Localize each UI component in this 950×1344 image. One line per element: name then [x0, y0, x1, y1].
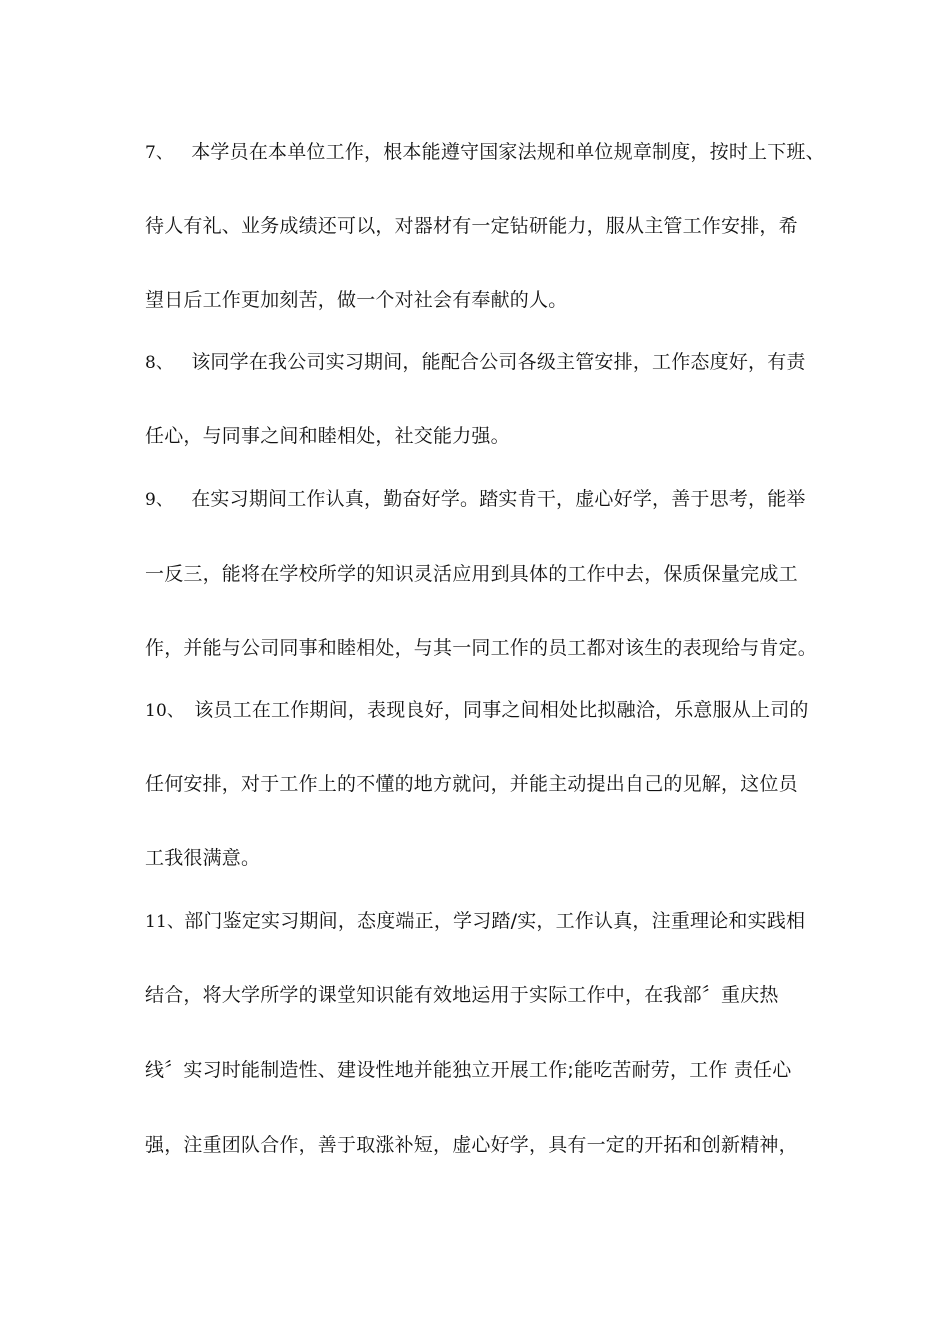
paragraph-9-line-2: 一反三，能将在学校所学的知识灵活应用到具体的工作中去，保质保量完成工	[145, 563, 798, 585]
paragraph-10-text-1: 该员工在工作期间，表现良好，同事之间相处比拟融洽，乐意服从上司的	[194, 699, 809, 721]
paragraph-10-line-2: 任何安排，对于工作上的不懂的地方就问，并能主动提出自己的见解，这位员	[145, 773, 798, 795]
paragraph-11-text-1: 部门鉴定实习期间，态度端正，学习踏/实，工作认真，注重理论和实践相	[184, 910, 806, 932]
paragraph-11-line-2: 结合，将大学所学的课堂知识能有效地运用于实际工作中，在我部〞重庆热	[145, 984, 779, 1006]
paragraph-11-line-1	[145, 909, 805, 934]
paragraph-9-text-1: 在实习期间工作认真，勤奋好学。踏实肯干，虚心好学，善于思考，能举	[191, 488, 806, 510]
paragraph-11-number: 11、	[145, 912, 185, 932]
paragraph-10-number: 10、	[145, 701, 185, 721]
paragraph-7-line-3: 望日后工作更加刻苦，做一个对社会有奉献的人。	[145, 289, 568, 311]
paragraph-8-line-2: 任心，与同事之间和睦相处，社交能力强。	[145, 425, 510, 447]
paragraph-9-number: 9、	[145, 490, 174, 510]
paragraph-11-line-4: 强，注重团队合作，善于取涨补短，虚心好学，具有一定的开拓和创新精神，	[145, 1134, 798, 1156]
paragraph-7-text-1: 本学员在本单位工作，根本能遵守国家法规和单位规章制度，按时上下班、	[191, 141, 825, 163]
paragraph-10-line-3: 工我很满意。	[145, 847, 261, 869]
paragraph-7-line-1	[145, 140, 825, 165]
paragraph-7-number: 7、	[145, 143, 174, 163]
paragraph-8-number: 8、	[145, 353, 174, 373]
paragraph-8-line-1	[145, 350, 806, 375]
paragraph-9-line-1	[145, 487, 806, 512]
paragraph-7-line-2: 待人有礼、业务成绩还可以，对器材有一定钻研能力，服从主管工作安排，希	[145, 215, 798, 237]
paragraph-8-text-1: 该同学在我公司实习期间，能配合公司各级主管安排，工作态度好，有责	[191, 351, 806, 373]
paragraph-9-line-3: 作，并能与公司同事和睦相处，与其一同工作的员工都对该生的表现给与肯定。	[145, 637, 818, 659]
paragraph-10-line-1	[145, 698, 809, 723]
paragraph-11-line-3: 线〞实习时能制造性、建设性地并能独立开展工作;能吃苦耐劳，工作 责任心	[145, 1059, 792, 1081]
